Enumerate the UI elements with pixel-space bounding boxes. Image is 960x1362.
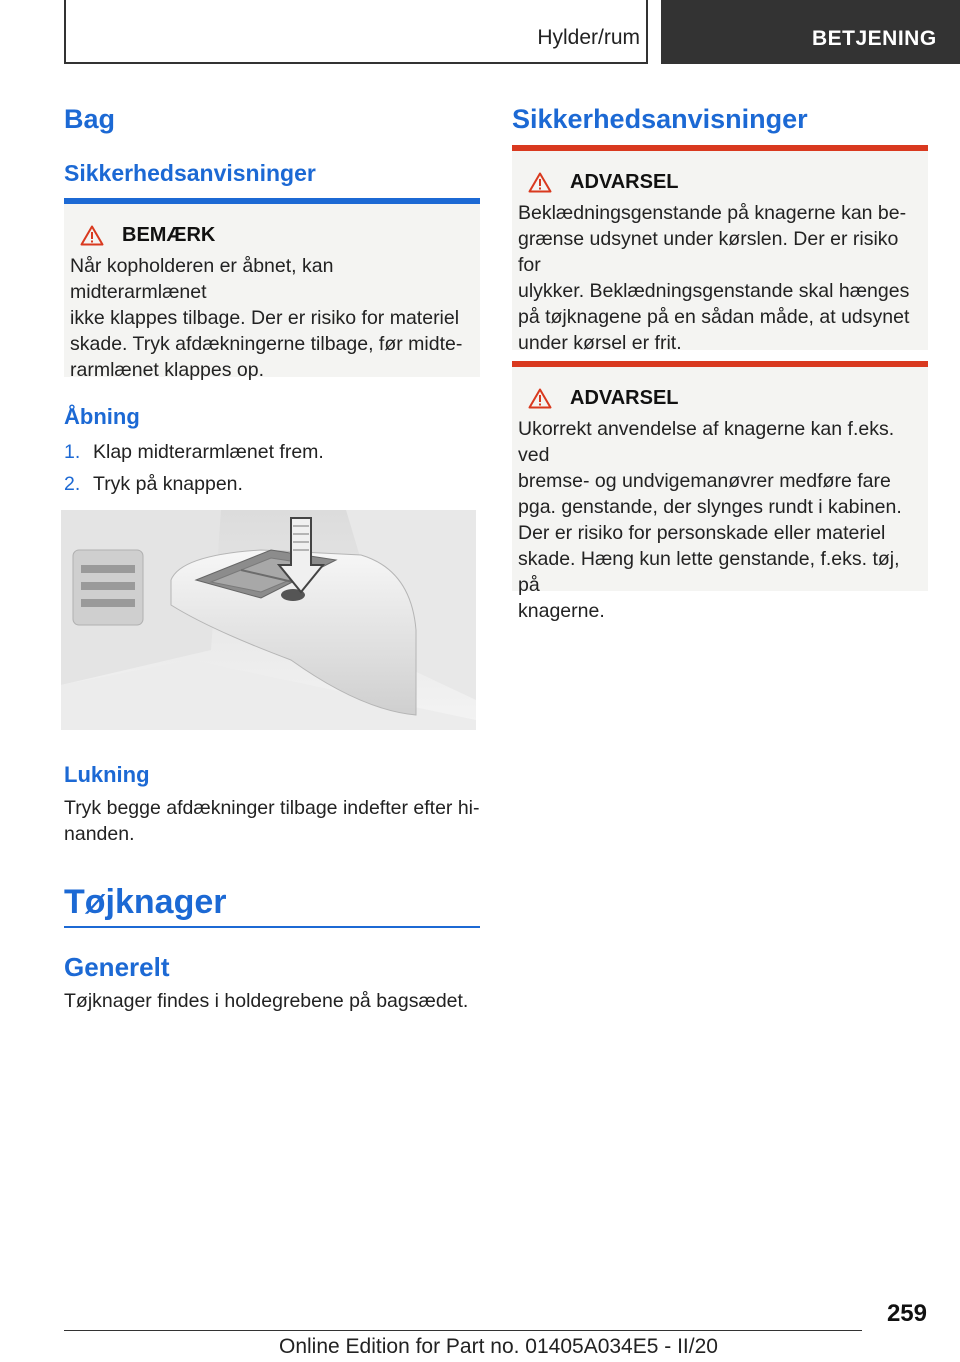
step-text: Klap midterarmlænet frem.	[93, 441, 324, 463]
warning-body	[518, 416, 922, 624]
general-text: Tøjknager findes i holdegrebene på bagsædet.	[64, 990, 469, 1012]
armrest-cupholder-illustration	[61, 510, 476, 730]
step-number: 2.	[64, 473, 81, 495]
warning-label: ADVARSEL	[570, 387, 679, 409]
left-safety-heading: Sikkerhedsanvisninger	[64, 160, 316, 186]
warning-line: under kørsel er frit.	[518, 332, 682, 354]
general-heading: Generelt	[64, 952, 170, 982]
warning-line: pga. genstande, der slynges rundt i kabinen.	[518, 496, 902, 518]
note-label: BEMÆRK	[122, 224, 216, 246]
caution-icon	[80, 225, 104, 246]
closing-heading: Lukning	[64, 762, 150, 787]
note-body	[70, 253, 474, 383]
warning-line: ulykker. Beklædningsgenstande skal hænges	[518, 280, 910, 302]
warning-line: bremse- og undvigemanøvrer medføre fare	[518, 470, 891, 492]
warning-line: på tøjknagene på en sådan måde, at udsynet	[518, 306, 910, 328]
page-number: 259	[886, 1300, 927, 1327]
warning-line: Beklædningsgenstande på knagerne kan be-	[518, 202, 907, 224]
header-chapter-tab: BETJENING	[661, 0, 960, 64]
warning-box	[512, 151, 928, 354]
warning-icon	[528, 172, 552, 193]
warning-body	[518, 200, 922, 356]
footer-rule	[64, 1330, 862, 1331]
step-item	[64, 436, 324, 468]
hooks-title-rule	[64, 926, 480, 928]
step-number: 1.	[64, 441, 81, 463]
note-line: ikke klappes tilbage. Der er risiko for materiel	[70, 307, 460, 329]
closing-line: Tryk begge afdækninger tilbage indefter efter hi-	[64, 797, 480, 819]
warning-label: ADVARSEL	[570, 171, 679, 193]
warning-line: Ukorrekt anvendelse af knagerne kan f.eks. ved	[518, 418, 895, 466]
section-title-bag: Bag	[64, 104, 116, 134]
right-safety-heading: Sikkerhedsanvisninger	[512, 104, 808, 134]
closing-line: nanden.	[64, 823, 135, 845]
hooks-title: Tøjknager	[64, 883, 227, 921]
footer-edition: Online Edition for Part no. 01405A034E5 - II/20	[279, 1335, 718, 1358]
step-text: Tryk på knappen.	[93, 473, 243, 495]
opening-steps	[64, 436, 324, 500]
step-item	[64, 468, 324, 500]
note-line: rarmlænet klappes op.	[70, 359, 265, 381]
warning-icon	[528, 388, 552, 409]
warning-line: skade. Hæng kun lette genstande, f.eks. tøj, på	[518, 548, 900, 596]
note-line: skade. Tryk afdækningerne tilbage, før midte-	[70, 333, 463, 355]
header-section-title: Hylder/rum	[537, 26, 640, 49]
warning-line: Der er risiko for personskade eller materiel	[518, 522, 886, 544]
note-line: Når kopholderen er åbnet, kan midterarmlænet	[70, 255, 334, 303]
warning-box	[512, 367, 928, 622]
note-box	[64, 204, 480, 381]
opening-heading: Åbning	[64, 404, 140, 429]
warning-line: knagerne.	[518, 600, 605, 622]
closing-text	[64, 795, 480, 847]
warning-line: grænse udsynet under kørslen. Der er risiko for	[518, 228, 899, 276]
